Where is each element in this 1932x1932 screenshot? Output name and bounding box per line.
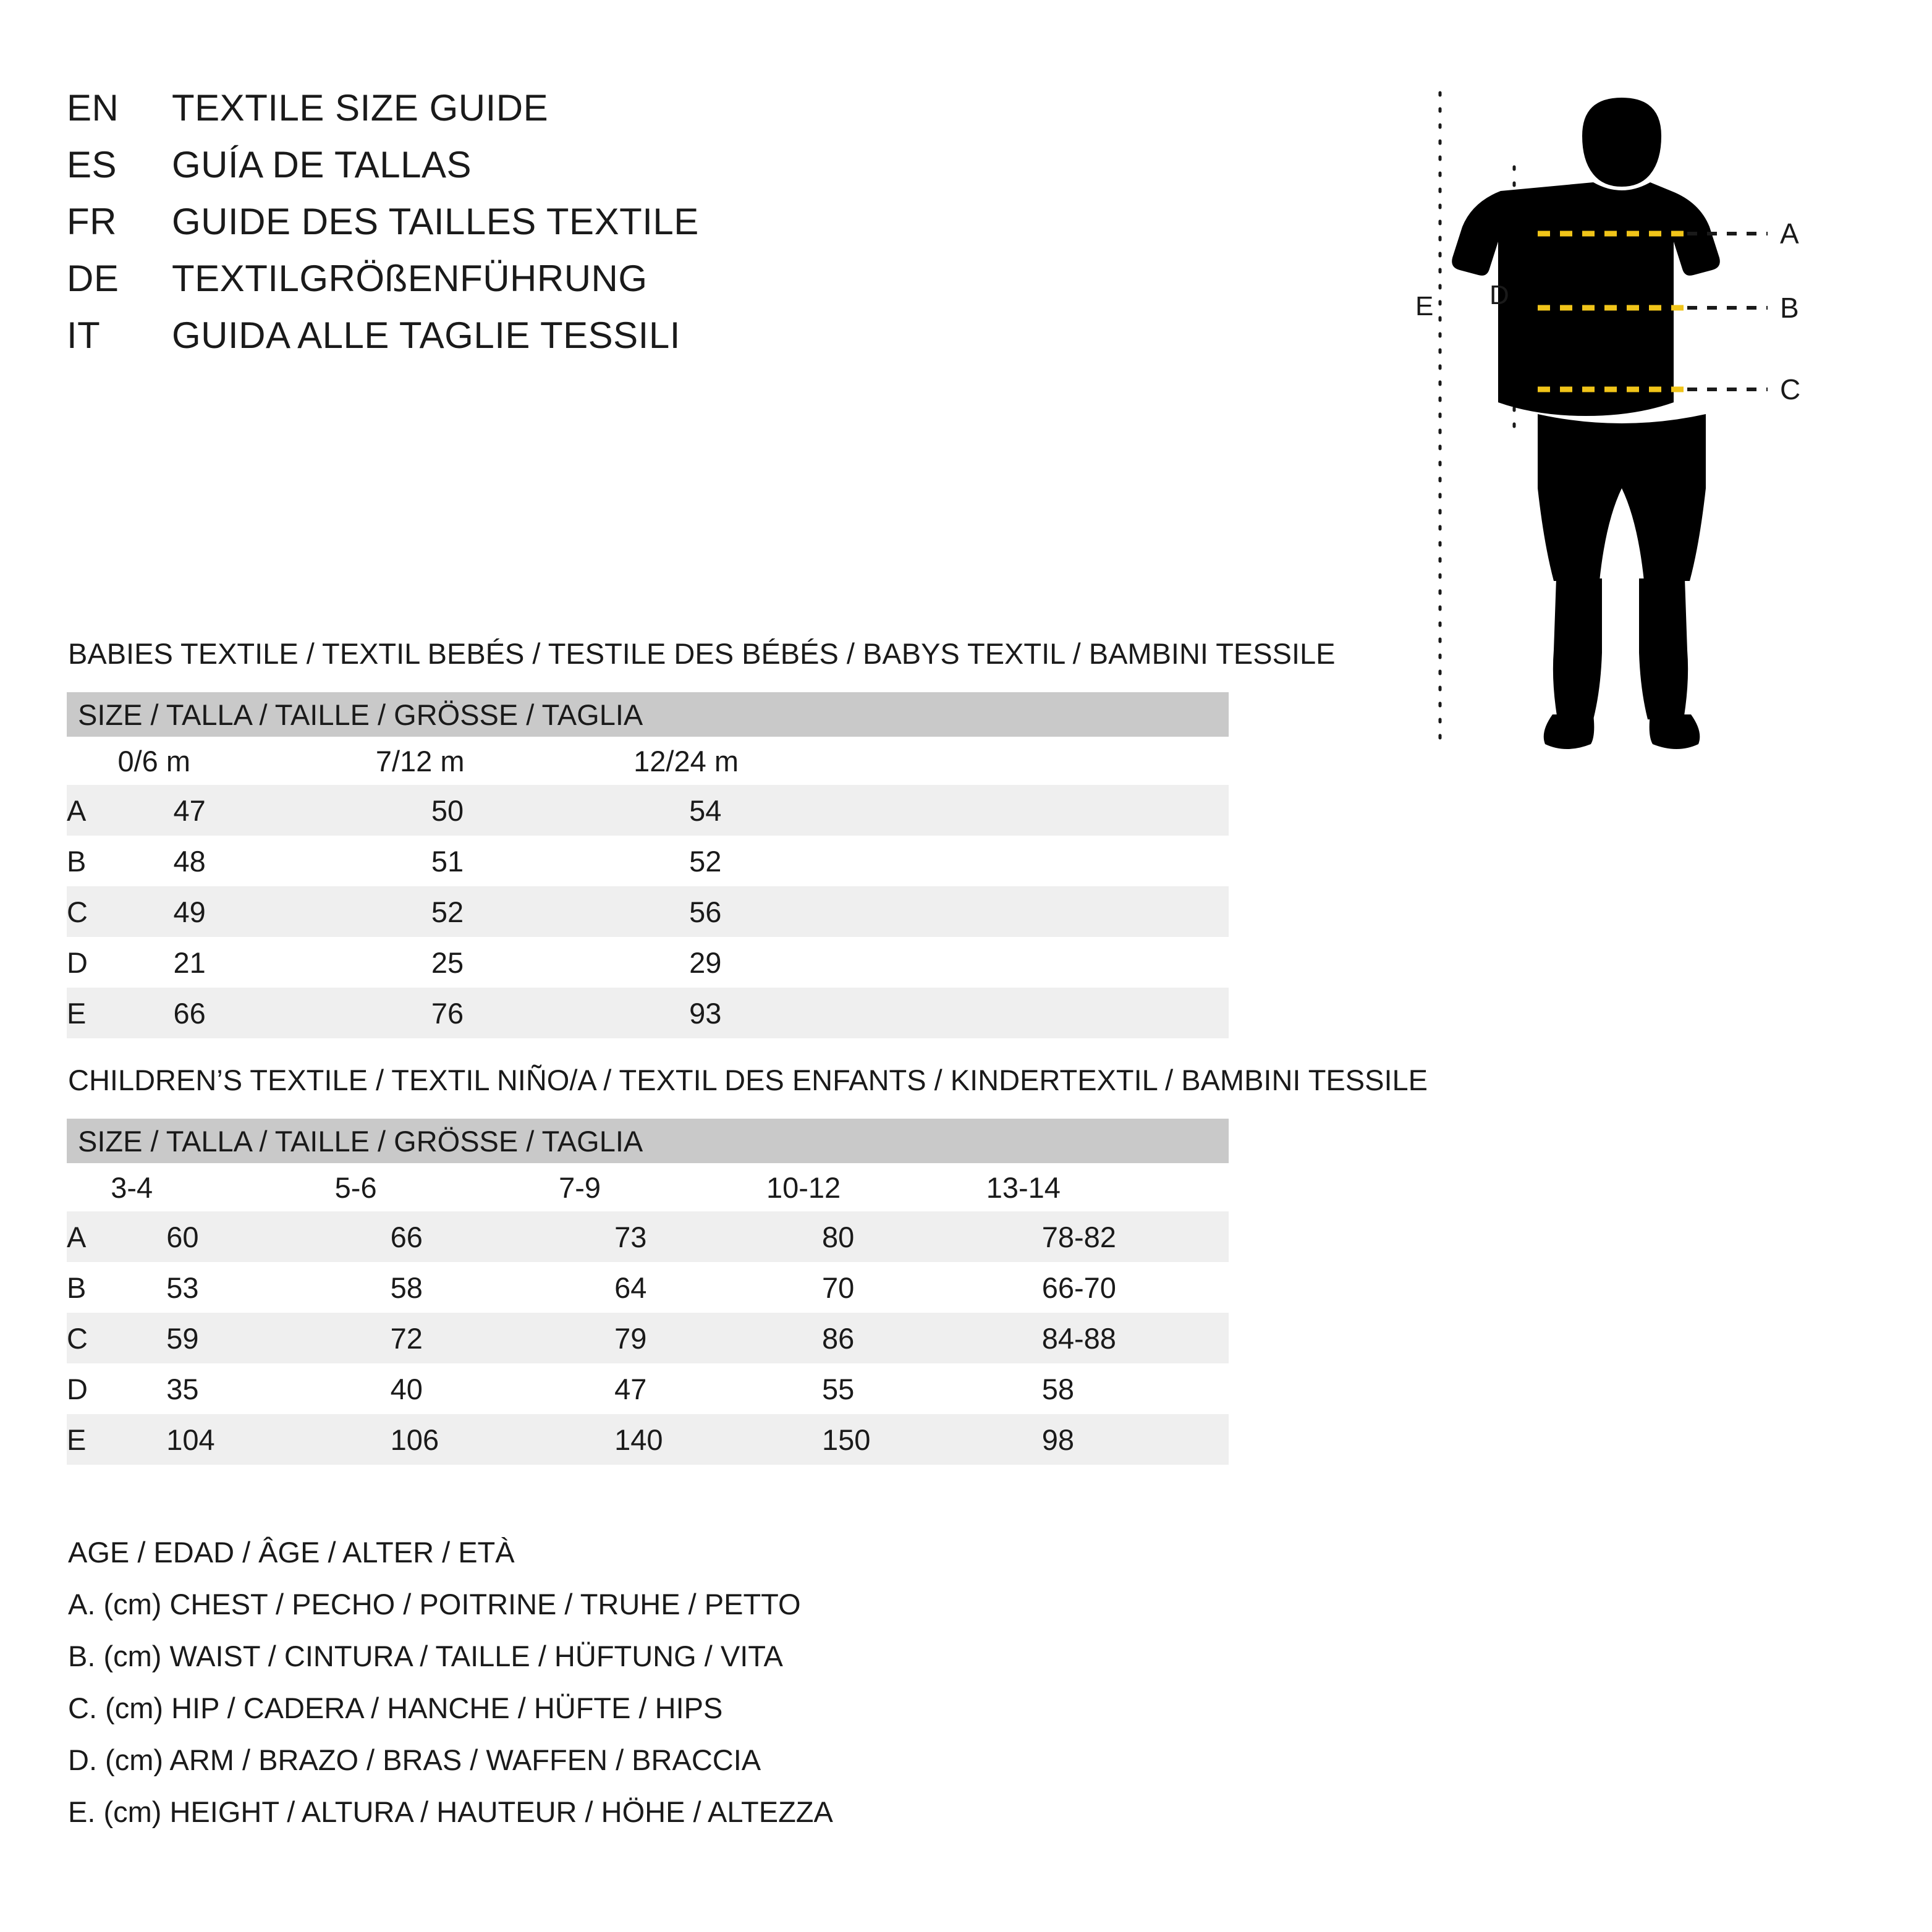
table-row: [67, 937, 1229, 988]
row-label: B: [67, 836, 117, 886]
cell-value: 76: [376, 988, 633, 1038]
language-code: FR: [67, 201, 117, 242]
language-code: IT: [67, 315, 101, 356]
cell-value: 40: [335, 1363, 559, 1414]
children-column-row: [67, 1163, 1229, 1211]
legend-waist: B. (cm) WAIST / CINTURA / TAILLE / HÜFTUNG / VITA: [68, 1640, 783, 1672]
row-label: C: [67, 886, 117, 937]
cell-value: 58: [986, 1363, 1229, 1414]
child-silhouette: [1452, 98, 1720, 749]
language-title: TEXTILGRÖßENFÜHRUNG: [172, 258, 648, 299]
cell-value: 72: [335, 1313, 559, 1363]
cell-value: 64: [559, 1262, 766, 1313]
legend-hip: C. (cm) HIP / CADERA / HANCHE / HÜFTE / HIPS: [68, 1692, 723, 1724]
cell-value: 47: [559, 1363, 766, 1414]
legend-age: AGE / EDAD / ÂGE / ALTER / ETÀ: [68, 1536, 515, 1569]
language-title: GUIDE DES TAILLES TEXTILE: [172, 201, 699, 242]
cell-value: 79: [559, 1313, 766, 1363]
row-label: D: [67, 937, 117, 988]
babies-table-header: SIZE / TALLA / TAILLE / GRÖSSE / TAGLIA: [67, 692, 1229, 737]
cell-value: 55: [766, 1363, 986, 1414]
cell-value: 150: [766, 1414, 986, 1465]
language-row-de: [67, 257, 1241, 314]
cell-value: 29: [633, 937, 1229, 988]
cell-value: 53: [111, 1262, 334, 1313]
table-header-bar: [67, 1119, 1229, 1163]
cell-value: 80: [766, 1211, 986, 1262]
children-col-4: 13-14: [986, 1163, 1229, 1211]
table-header-bar: [67, 692, 1229, 737]
babies-col-2: 12/24 m: [633, 737, 1229, 785]
measurement-legend: [68, 1527, 1304, 1838]
cell-value: 84-88: [986, 1313, 1229, 1363]
babies-col-1: 7/12 m: [376, 737, 633, 785]
babies-column-row: [67, 737, 1229, 785]
row-label: A: [67, 1211, 111, 1262]
table-row: [67, 1262, 1229, 1313]
cell-value: 73: [559, 1211, 766, 1262]
language-title: TEXTILE SIZE GUIDE: [172, 87, 549, 129]
cell-value: 49: [117, 886, 375, 937]
cell-value: 93: [633, 988, 1229, 1038]
figure-label-e: E: [1415, 291, 1434, 321]
cell-value: 56: [633, 886, 1229, 937]
cell-value: 60: [111, 1211, 334, 1262]
legend-chest: A. (cm) CHEST / PECHO / POITRINE / TRUHE / PETTO: [68, 1588, 801, 1621]
children-section-title: CHILDREN’S TEXTILE / TEXTIL NIÑO/A / TEXTIL DES ENFANTS / KINDERTEXTIL / BAMBINI TESSILE: [68, 1064, 1428, 1096]
language-title: GUIDA ALLE TAGLIE TESSILI: [172, 315, 680, 356]
language-code: ES: [67, 144, 117, 185]
children-size-table: [67, 1119, 1229, 1465]
language-row-it: [67, 314, 1241, 371]
cell-value: 104: [111, 1414, 334, 1465]
row-label: E: [67, 1414, 111, 1465]
language-title: GUÍA DE TALLAS: [172, 144, 472, 185]
language-code: DE: [67, 258, 119, 299]
cell-value: 52: [376, 886, 633, 937]
cell-value: 78-82: [986, 1211, 1229, 1262]
table-row: [67, 836, 1229, 886]
cell-value: 140: [559, 1414, 766, 1465]
language-code: EN: [67, 87, 119, 129]
cell-value: 48: [117, 836, 375, 886]
children-col-1: 5-6: [335, 1163, 559, 1211]
row-label: E: [67, 988, 117, 1038]
row-label: A: [67, 785, 117, 836]
cell-value: 98: [986, 1414, 1229, 1465]
figure-label-d: D: [1489, 280, 1509, 310]
figure-label-c: C: [1780, 373, 1801, 405]
babies-size-table: [67, 692, 1229, 1038]
table-row: [67, 1211, 1229, 1262]
language-row-en: [67, 87, 1241, 143]
cell-value: 106: [335, 1414, 559, 1465]
figure-label-b: B: [1780, 292, 1799, 324]
empty-corner: [67, 737, 117, 785]
cell-value: 47: [117, 785, 375, 836]
cell-value: 58: [335, 1262, 559, 1313]
table-row: [67, 785, 1229, 836]
table-row: [67, 1363, 1229, 1414]
table-row: [67, 886, 1229, 937]
cell-value: 54: [633, 785, 1229, 836]
cell-value: 66: [117, 988, 375, 1038]
table-row: [67, 1414, 1229, 1465]
figure-label-a: A: [1780, 218, 1799, 250]
table-row: [67, 988, 1229, 1038]
measurement-figure: [1397, 80, 1891, 773]
children-col-2: 7-9: [559, 1163, 766, 1211]
language-row-fr: [67, 200, 1241, 257]
language-row-es: [67, 143, 1241, 200]
cell-value: 35: [111, 1363, 334, 1414]
children-col-3: 10-12: [766, 1163, 986, 1211]
cell-value: 52: [633, 836, 1229, 886]
legend-arm: D. (cm) ARM / BRAZO / BRAS / WAFFEN / BRACCIA: [68, 1743, 761, 1776]
table-row: [67, 1313, 1229, 1363]
cell-value: 66-70: [986, 1262, 1229, 1313]
row-label: C: [67, 1313, 111, 1363]
cell-value: 50: [376, 785, 633, 836]
babies-col-0: 0/6 m: [117, 737, 375, 785]
children-col-0: 3-4: [111, 1163, 334, 1211]
language-title-block: [67, 87, 1241, 371]
cell-value: 70: [766, 1262, 986, 1313]
cell-value: 66: [335, 1211, 559, 1262]
cell-value: 59: [111, 1313, 334, 1363]
row-label: B: [67, 1262, 111, 1313]
legend-height: E. (cm) HEIGHT / ALTURA / HAUTEUR / HÖHE / ALTEZZA: [68, 1795, 833, 1828]
row-label: D: [67, 1363, 111, 1414]
babies-section-title: BABIES TEXTILE / TEXTIL BEBÉS / TESTILE DES BÉBÉS / BABYS TEXTIL / BAMBINI TESSILE: [68, 637, 1336, 670]
children-table-header: SIZE / TALLA / TAILLE / GRÖSSE / TAGLIA: [67, 1119, 1229, 1163]
cell-value: 86: [766, 1313, 986, 1363]
cell-value: 25: [376, 937, 633, 988]
empty-corner: [67, 1163, 111, 1211]
cell-value: 21: [117, 937, 375, 988]
cell-value: 51: [376, 836, 633, 886]
